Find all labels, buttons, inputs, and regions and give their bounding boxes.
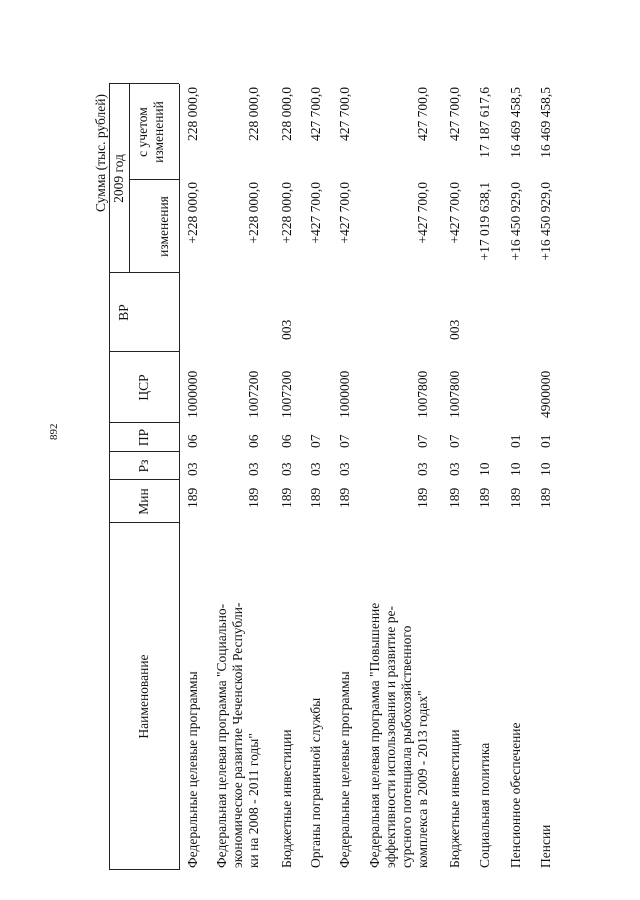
row-10-csr: 4900000	[538, 370, 553, 418]
row-5-pr: 07	[337, 434, 352, 448]
row-9-pr: 01	[508, 434, 523, 448]
row-8-min: 189	[477, 487, 492, 508]
row-6-rz: 03	[415, 462, 430, 476]
row-7-min: 189	[447, 487, 462, 508]
row-6-total: 427 700,0	[415, 87, 430, 141]
header-vr: ВР	[116, 304, 131, 321]
row-3-vr: 003	[279, 319, 294, 340]
row-7-vr: 003	[447, 319, 462, 340]
row-5-rz: 03	[337, 462, 352, 476]
header-with-changes-2: изменений	[151, 101, 166, 163]
row-5-name: Федеральные целевые программы	[337, 671, 352, 868]
row-6-name-line-3: сурсного потенциала рыбохозяйственного	[399, 625, 414, 868]
row-1-min: 189	[185, 487, 200, 508]
units-note: Сумма (тыс. рублей)	[93, 94, 108, 212]
row-1-change: +228 000,0	[185, 182, 200, 244]
row-2-min: 189	[246, 487, 261, 508]
row-1-rz: 03	[185, 462, 200, 476]
row-6-name-line-1: Федеральная целевая программа "Повышение	[367, 602, 382, 868]
row-9-change: +16 450 929,0	[508, 182, 523, 261]
row-4-rz: 03	[308, 462, 323, 476]
row-5-total: 427 700,0	[337, 87, 352, 141]
row-4-name: Органы пограничной службы	[308, 697, 323, 868]
row-3-rz: 03	[279, 462, 294, 476]
row-2-name-line-3: ки на 2008 - 2011 годы"	[246, 733, 261, 868]
row-7-csr: 1007800	[447, 370, 462, 418]
row-6-min: 189	[415, 487, 430, 508]
row-9-min: 189	[508, 487, 523, 508]
row-8-name: Социальная политика	[477, 742, 492, 868]
row-2-total: 228 000,0	[246, 87, 261, 141]
row-7-change: +427 700,0	[447, 182, 462, 244]
row-7-name: Бюджетные инвестиции	[447, 729, 462, 868]
row-4-pr: 07	[308, 434, 323, 448]
header-rz: Рз	[136, 459, 151, 473]
table-top-border	[109, 84, 110, 870]
row-1-csr: 1000000	[185, 370, 200, 418]
header-with-changes-1: с учетом	[135, 107, 150, 157]
header-changes: изменения	[156, 196, 171, 257]
row-1-pr: 06	[185, 434, 200, 448]
row-10-total: 16 469 458,5	[538, 87, 553, 158]
row-5-change: +427 700,0	[337, 182, 352, 244]
row-5-min: 189	[337, 487, 352, 508]
row-10-pr: 01	[538, 434, 553, 448]
row-6-name-line-2: эффективности использования и развитие ре-	[383, 606, 398, 868]
row-7-pr: 07	[447, 434, 462, 448]
row-2-rz: 03	[246, 462, 261, 476]
row-6-pr: 07	[415, 434, 430, 448]
row-2-name-line-2: экономическое развитие Чеченской Республи-	[230, 602, 245, 868]
budget-table	[90, 80, 610, 880]
row-1-total: 228 000,0	[185, 87, 200, 141]
row-4-total: 427 700,0	[308, 87, 323, 141]
header-min: Мин	[136, 488, 151, 515]
row-6-csr: 1007800	[415, 370, 430, 418]
row-7-total: 427 700,0	[447, 87, 462, 141]
row-6-change: +427 700,0	[415, 182, 430, 244]
page-number: 892	[48, 423, 60, 440]
row-8-rz: 10	[477, 462, 492, 476]
row-10-min: 189	[538, 487, 553, 508]
row-2-name-line-1: Федеральная целевая программа "Социально-	[214, 603, 229, 868]
row-1-name: Федеральные целевые программы	[185, 671, 200, 868]
header-bottom-border	[179, 84, 180, 870]
row-10-rz: 10	[538, 462, 553, 476]
row-4-change: +427 700,0	[308, 182, 323, 244]
row-3-change: +228 000,0	[279, 182, 294, 244]
header-csr: ЦСР	[136, 374, 151, 401]
row-4-min: 189	[308, 487, 323, 508]
row-5-csr: 1000000	[337, 370, 352, 418]
row-3-pr: 06	[279, 434, 294, 448]
row-2-change: +228 000,0	[246, 182, 261, 244]
row-8-total: 17 187 617,6	[477, 87, 492, 158]
row-7-rz: 03	[447, 462, 462, 476]
row-3-total: 228 000,0	[279, 87, 294, 141]
row-2-csr: 1007200	[246, 370, 261, 418]
row-10-name: Пенсии	[538, 824, 553, 868]
row-9-total: 16 469 458,5	[508, 87, 523, 158]
row-6-name-line-4: комплекса в 2009 - 2013 годах"	[415, 690, 430, 868]
row-2-pr: 06	[246, 434, 261, 448]
header-pr: ПР	[136, 428, 151, 447]
header-year: 2009 год	[111, 154, 126, 203]
row-8-change: +17 019 638,1	[477, 182, 492, 261]
row-3-min: 189	[279, 487, 294, 508]
header-name: Наименование	[136, 654, 151, 739]
row-3-name: Бюджетные инвестиции	[279, 729, 294, 868]
row-3-csr: 1007200	[279, 370, 294, 418]
row-9-name: Пенсионное обеспечение	[508, 722, 523, 868]
row-9-rz: 10	[508, 462, 523, 476]
row-10-change: +16 450 929,0	[538, 182, 553, 261]
